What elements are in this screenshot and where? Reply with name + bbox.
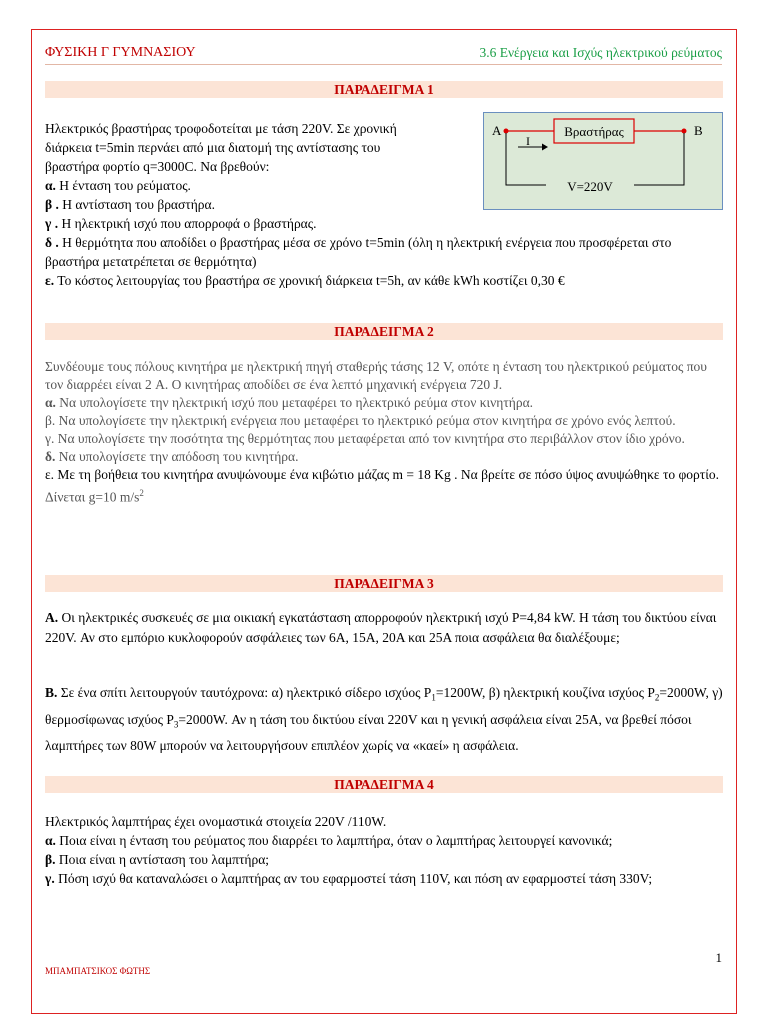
question-text: ε. Με τη βοήθεια του κινητήρα ανυψώνουμε ένα κιβώτιο μάζας m = 18 Kg . Να βρείτε σε πόσο ύψος ανυψώθηκε το φορτίο.	[45, 467, 719, 482]
example-2-intro: Συνδέουμε τους πόλους κινητήρα με ηλεκτρική πηγή σταθερής τάσης 12 V, οπότε η ένταση του ηλεκτρικού ρεύματος που τον διαρρέει είναι 2 A. Ο κινητήρας αποδίδει σε ένα λεπτό μηχανική ενέργεια 720 J.	[45, 359, 707, 392]
question-label: γ.	[45, 871, 55, 886]
part-text: Σε ένα σπίτι λειτουργούν ταυτόχρονα: α) ηλεκτρικό σίδερο ισχύος P	[57, 685, 432, 700]
circuit-diagram	[483, 112, 723, 210]
example-4-title: ΠΑΡΑΔΕΙΓΜΑ 4	[45, 776, 723, 793]
example-4-question-b	[45, 850, 725, 869]
header-subject: ΦΥΣΙΚΗ Γ ΓΥΜΝΑΣΙΟΥ	[45, 45, 196, 60]
example-4-question-c	[45, 869, 725, 888]
example-3-part-b	[45, 682, 725, 757]
kettle-label: Βραστήρας	[564, 124, 624, 139]
example-2-question-e	[45, 466, 725, 507]
example-1-intro-line: βραστήρα φορτίο q=3000C. Να βρεθούν:	[45, 159, 270, 174]
example-3-title: ΠΑΡΑΔΕΙΓΜΑ 3	[45, 575, 723, 592]
node-b-label: B	[694, 123, 703, 138]
example-1-question-d	[45, 233, 725, 271]
question-text: Να υπολογίσετε την απόδοση του κινητήρα.	[55, 449, 299, 464]
subscript: 3	[173, 719, 179, 730]
subscript: 2	[654, 692, 660, 703]
question-label: γ .	[45, 216, 59, 231]
example-2-question-c: γ. Να υπολογίσετε την ποσότητα της θερμότητας που μεταφέρεται από τον κινητήρα στο περιβάλλον στον ίδιο χρόνο.	[45, 431, 685, 446]
part-text: Οι ηλεκτρικές συσκευές σε μια οικιακή εγκατάσταση απορροφούν ηλεκτρική ισχύ P=4,84 kW. Η τάση του δικτύου είναι 220V. Αν στο εμπόριο κυκλοφορούν ασφάλειες των 6A, 15A, 20A και 25A ποια ασφάλεια θα διαλέξουμε;	[45, 610, 717, 645]
question-text: Η αντίσταση του βραστήρα.	[58, 197, 215, 212]
question-text: Η θερμότητα που αποδίδει ο βραστήρας μέσα σε χρόνο t=5min (όλη η ηλεκτρική ενέργεια που προσφέρεται στο βραστήρα μετατρέπεται σε θερμότητα)	[45, 235, 672, 269]
part-label: Β.	[45, 685, 58, 700]
example-1-question-b	[45, 195, 465, 214]
example-3-part-b-text	[45, 682, 725, 757]
current-label: I	[526, 134, 530, 148]
page-number: 1	[715, 950, 722, 965]
node-a-label: A	[492, 123, 502, 138]
part-label: Α.	[45, 610, 59, 625]
example-2-question-b: β. Να υπολογίσετε την ηλεκτρική ενέργεια που μεταφέρει το ηλεκτρικό ρεύμα στον κινητήρα σε χρόνο ενός λεπτού.	[45, 413, 676, 428]
example-1-question-e	[45, 271, 725, 290]
example-4-intro: Ηλεκτρικός λαμπτήρας έχει ονομαστικά στοιχεία 220V /110W.	[45, 814, 387, 829]
given-text: Δίνεται g=10 m/s	[45, 489, 140, 505]
question-label: α.	[45, 395, 56, 410]
question-text: Να υπολογίσετε την ηλεκτρική ισχύ που μεταφέρει το ηλεκτρικό ρεύμα στον κινητήρα.	[55, 395, 534, 410]
question-label: ε.	[45, 273, 55, 288]
example-3-part-a	[45, 608, 725, 648]
example-2-question-d	[45, 448, 725, 466]
example-1-question-a	[45, 176, 465, 195]
exponent: 2	[139, 488, 144, 498]
current-arrow-icon	[542, 144, 548, 151]
example-1-question-c	[45, 214, 465, 233]
example-1-intro-line: Ηλεκτρικός βραστήρας τροφοδοτείται με τάση 220V. Σε χρονική	[45, 121, 397, 136]
example-1-questions-cont	[45, 233, 725, 290]
example-1-intro	[45, 119, 465, 233]
circuit-svg	[484, 113, 722, 209]
example-2-body	[45, 358, 725, 507]
part-text: =1200W, β) ηλεκτρική κουζίνα ισχύος P	[435, 685, 655, 700]
question-text: Η ένταση του ρεύματος.	[55, 178, 191, 193]
question-text: Ποια είναι η αντίσταση του λαμπτήρα;	[55, 852, 270, 867]
question-label: α.	[45, 178, 56, 193]
example-2-title: ΠΑΡΑΔΕΙΓΜΑ 2	[45, 323, 723, 340]
example-1-intro-line: διάρκεια t=5min περνάει από μια διατομή της αντίστασης του	[45, 140, 381, 155]
question-text: Η ηλεκτρική ισχύ που απορροφά ο βραστήρας.	[58, 216, 317, 231]
question-label: δ.	[45, 449, 56, 464]
example-1-title: ΠΑΡΑΔΕΙΓΜΑ 1	[45, 81, 723, 98]
question-label: β.	[45, 852, 56, 867]
header-divider	[45, 64, 722, 65]
question-label: δ .	[45, 235, 59, 250]
voltage-label: V=220V	[567, 179, 613, 194]
footer-author: ΜΠΑΜΠΑΤΣΙΚΟΣ ΦΩΤΗΣ	[45, 966, 151, 976]
question-text: Ποια είναι η ένταση του ρεύματος που διαρρέει το λαμπτήρα, όταν ο λαμπτήρας λειτουργεί κανονικά;	[55, 833, 613, 848]
question-label: α.	[45, 833, 56, 848]
example-4-body	[45, 812, 725, 888]
example-2-question-a	[45, 394, 725, 412]
example-4-question-a	[45, 831, 725, 850]
header-chapter: 3.6 Ενέργεια και Ισχύς ηλεκτρικού ρεύματος	[479, 45, 722, 60]
wire-bottom-right	[634, 133, 684, 185]
question-label: β .	[45, 197, 59, 212]
subscript: 1	[431, 692, 436, 703]
example-3-part-a-text	[45, 608, 725, 648]
part-text: =2000W, γ) θερμοσίφωνας ισχύος P	[45, 685, 723, 727]
question-text: Το κόστος λειτουργίας του βραστήρα σε χρονική διάρκεια t=5h, αν κάθε kWh κοστίζει 0,30 €	[54, 273, 565, 288]
question-text: Πόση ισχύ θα καταναλώσει ο λαμπτήρας αν του εφαρμοστεί τάση 110V, και πόση αν εφαρμοστεί τάση 330V;	[54, 871, 653, 886]
part-text: =2000W. Αν η τάση του δικτύου είναι 220V και η γενική ασφάλεια είναι 25A, να βρεθεί πόσοι λαμπτήρες των 80W μπορούν να λειτουργήσουν επιπλέον χωρίς να «καεί» η ασφάλεια.	[45, 711, 692, 754]
